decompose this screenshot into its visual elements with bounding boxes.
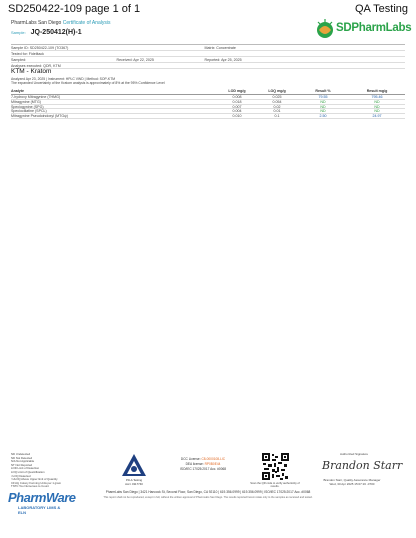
lod-value: 0.018 xyxy=(232,99,242,104)
lod-value: 0.008 xyxy=(232,94,242,99)
dcc-license-label: DCC License: xyxy=(180,457,201,461)
loq-value: 0.054 xyxy=(272,99,282,104)
qr-caption: Scan the QR code to verify authenticity of results. xyxy=(250,482,300,488)
result-percent: ND xyxy=(320,109,326,114)
license-block xyxy=(168,457,238,472)
analyte-name: Speciogynine (SPG) xyxy=(11,104,44,109)
qa-testing-label: QA Testing xyxy=(355,3,408,15)
sample-heading xyxy=(11,29,82,36)
signature-date: Wed, 30 Apr 2025 15:07:16 -0700 xyxy=(329,482,375,486)
result-percent: 2.50 xyxy=(319,114,327,119)
abbreviation-legend xyxy=(11,453,71,489)
results-body xyxy=(11,95,405,119)
dea-license-value: RP0B0E44 xyxy=(204,462,221,466)
lod-value: 0.010 xyxy=(232,114,242,119)
info-sampled: Sampled: xyxy=(11,57,27,62)
page-title: SD250422-109 page 1 of 1 xyxy=(8,3,141,15)
info-row xyxy=(11,63,405,69)
header-loq: LOQ mg/g xyxy=(268,89,286,93)
info-analyses: Analyses executed: QDR, KTM xyxy=(11,63,61,68)
footer-address: PharmLabs San Diego | 3421 Hancock St, Second Floor, San Diego, CA 92110 | 619.356.0999 | 619.356.0999 | ISO/IEC 17025:2017 Acc. #0068 xyxy=(105,490,311,494)
lod-value: 0.007 xyxy=(232,104,242,109)
legend-item: >ULOQ Above Upper limit of Quantity xyxy=(11,477,58,482)
uncertainty-note: The expanded Uncertainty of the Kratom analysis is approximately of 8% at the 95% Confidence Level xyxy=(11,81,165,85)
results-header-row xyxy=(11,87,405,95)
analyte-name: Mitragynine (MTG) xyxy=(11,99,41,104)
legend-item: ND Not Detected xyxy=(11,455,33,460)
legend-item: <LOQ Detected xyxy=(11,473,31,478)
sample-id: JQ-250412(H)-1 xyxy=(30,29,82,36)
signatory-name: Brandon Starr, Quality Assurance Manager xyxy=(323,478,381,482)
sample-info-table xyxy=(11,44,405,69)
header-analyte: Analyte xyxy=(11,89,24,93)
signature-title: Authorized Signature xyxy=(340,452,369,456)
header-lod: LOD mg/g xyxy=(228,89,246,93)
sdpharmlabs-logo xyxy=(314,18,412,42)
legend-item: LOQ Limit of Quantification xyxy=(11,469,45,474)
dcc-license-value: C8-0000108-LIC xyxy=(201,457,226,461)
legend-item: LOD Limit of Detection xyxy=(11,466,40,471)
handwritten-signature: Brandon Starr xyxy=(322,459,403,472)
dea-license-label: DEA license: xyxy=(185,462,204,466)
legend-item: N/A Not Applicable xyxy=(11,459,35,464)
analyte-name: Speciociliatine (SPCL) xyxy=(11,109,47,114)
analyte-name: Mitragynine Pseudoindoxyl (MTGψ) xyxy=(11,114,68,119)
iso-accreditation: ISO/IEC 17025:2017 Acc. #0068 xyxy=(179,467,227,471)
legend-item: CFU/g Colony Forming Units per 1 gram xyxy=(11,480,62,485)
section-title: KTM - Kratom xyxy=(11,68,52,75)
header-result-mg: Result mg/g xyxy=(366,89,388,93)
pjla-caption xyxy=(120,478,148,486)
brand-main: PharmWare xyxy=(8,490,76,505)
pjla-accreditation-icon xyxy=(120,452,148,480)
loq-value: 0.01 xyxy=(273,109,281,114)
company-line xyxy=(11,20,111,26)
result-mg: ND xyxy=(374,99,380,104)
leaf-globe-icon xyxy=(314,19,336,41)
legend-item: ND Undetected xyxy=(11,452,31,456)
info-reported: Reported: Apr 25, 2025 xyxy=(204,57,242,62)
document-type: Certificate of Analysis xyxy=(62,20,111,26)
pjla-cert: Accr. #117740 xyxy=(125,482,143,486)
legend-item: TNTC Too Numerous to Count xyxy=(11,484,49,489)
brand-sub: LABORATORY LIMS & ELN xyxy=(18,505,61,515)
loq-value: 0.025 xyxy=(272,94,282,99)
result-mg: 795.46 xyxy=(371,94,383,99)
results-row xyxy=(11,114,405,119)
header-result-pct: Result % xyxy=(315,89,331,93)
lod-value: 0.004 xyxy=(232,109,242,114)
loq-value: 0.1 xyxy=(274,114,280,119)
footer-disclaimer: This report shall not be reproduced, except in full, without the written approval of PharmLabs San Diego. The results reported herein relate only to the samples as received and tested. xyxy=(103,496,313,499)
sample-label: Sample: xyxy=(11,30,26,35)
result-mg: 24.97 xyxy=(372,114,382,119)
logo-text: SDPharmLabs xyxy=(336,22,412,34)
results-table xyxy=(11,87,405,119)
analyte-name: 7-hydroxy Mitragynine (7HMG) xyxy=(11,94,61,99)
info-matrix: Matrix: Concentrate xyxy=(204,45,236,50)
result-percent: ND xyxy=(320,99,326,104)
analysis-meta: Analyzed Apr 23, 2025 | Instrument: HPLC VWD | Method: SOP-KTM xyxy=(11,77,116,81)
result-percent: 79.55 xyxy=(318,94,328,99)
company-name: PharmLabs San Diego xyxy=(11,20,62,26)
legend-item: NT Not Reported xyxy=(11,462,33,467)
loq-value: 0.02 xyxy=(273,104,281,109)
pjla-label: PJLA Testing xyxy=(125,478,143,482)
result-percent: ND xyxy=(320,104,326,109)
qr-code-icon[interactable] xyxy=(262,453,289,480)
result-mg: ND xyxy=(374,109,380,114)
result-mg: ND xyxy=(374,104,380,109)
info-received: Received: Apr 22, 2025 xyxy=(116,57,154,62)
info-tested-for: Tested for: Fidelitack xyxy=(11,51,44,56)
info-sample-id: Sample ID: SD250422-109 (TO367) xyxy=(11,45,69,50)
